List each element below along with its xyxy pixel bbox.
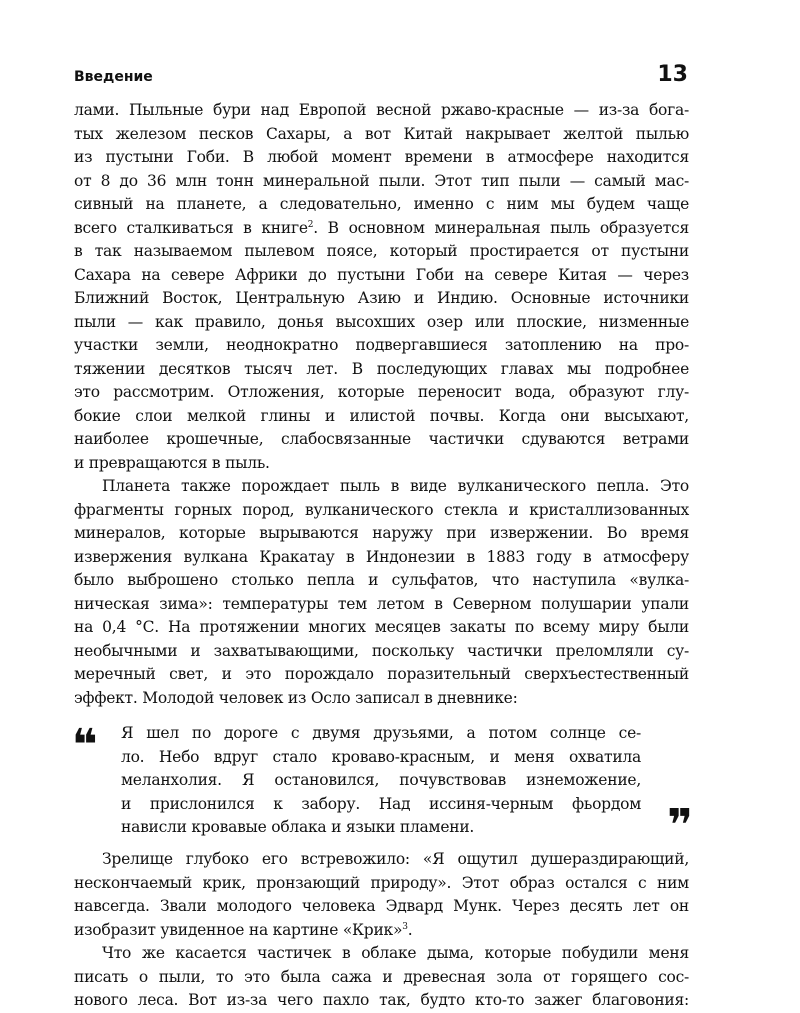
text-line: участки земли, неоднократно подвергавшиеся затоплению на про- (74, 336, 689, 354)
quote-line: ло. Небо вдруг стало кроваво-красным, и меня охватила (121, 747, 641, 766)
text-line: фрагменты горных пород, вулканического стекла и кристаллизованных (74, 500, 689, 519)
text-line: наиболее крошечные, слабосвязанные частички сдуваются ветрами (74, 430, 689, 448)
line-text: . (407, 920, 413, 939)
line-text: изобразит увиденное на картине «Крик» (74, 920, 403, 939)
text-line: пыли — как правило, донья высохших озер или плоские, низменные (74, 312, 689, 331)
quote-line: нависли кровавые облака и языки пламени. (121, 818, 475, 836)
text-line: было выброшено столько пепла и сульфатов, что наступила «вулка- (74, 571, 689, 589)
text-line: на 0,4 °С. На протяжении многих месяцев закаты по всему миру были (74, 618, 689, 636)
text-line: извержения вулкана Кракатау в Индонезии в 1883 году в атмосферу (74, 547, 689, 566)
quote-text (121, 722, 641, 840)
block-quote (72, 720, 693, 851)
text-line: и превращаются в пыль. (74, 453, 270, 472)
text-line: тяжении десятков тысяч лет. В последующих главах мы подробнее (74, 359, 689, 378)
paragraph (74, 475, 689, 710)
text-line: минералов, которые вырываются наружу при извержении. Во время (74, 524, 689, 542)
footnote-ref: 2 (307, 219, 314, 230)
text-line: Ближний Восток, Центральную Азию и Индию. Основные источники (74, 289, 689, 307)
text-line: бокие слои мелкой глины и илистой почвы. Когда они высыхают, (74, 406, 689, 425)
text-line: лами. Пыльные бури над Европой весной ржаво-красные — из-за бога- (74, 101, 689, 119)
page-header (74, 62, 688, 96)
text-line: ническая зима»: температуры тем летом в Северном полушарии упали (74, 594, 689, 613)
paragraph (74, 942, 689, 1013)
text-line: из пустыни Гоби. В любой момент времени в атмосфере находится (74, 148, 689, 166)
text-line: Сахара на севере Африки до пустыни Гоби на севере Китая — через (74, 265, 689, 284)
text-line: Планета также порождает пыль в виде вулканического пепла. Это (102, 477, 689, 495)
text-line: это рассмотрим. Отложения, которые переносит вода, образуют глу- (74, 383, 689, 401)
close-quote-icon: ❞ (667, 800, 693, 851)
text-line: сивный на планете, а следовательно, именно с ним мы будем чаще (74, 195, 689, 213)
quote-line: меланхолия. Я остановился, почувствовав изнеможение, (121, 771, 641, 789)
quote-line: Я шел по дороге с двумя друзьями, а потом солнце се- (121, 724, 641, 742)
body-text (72, 99, 693, 1013)
paragraph (74, 848, 689, 942)
running-head: Введение (74, 69, 153, 85)
footnote-ref: 3 (402, 921, 408, 932)
page-number: 13 (657, 62, 688, 87)
text-line (74, 919, 689, 943)
line-text: . В основном минеральная пыль образуется (313, 218, 689, 237)
open-quote-icon: ❝ (72, 720, 98, 771)
text-line: писать о пыли, то это была сажа и древесная зола от горящего сос- (74, 967, 689, 986)
text-line (74, 217, 689, 241)
text-line: нескончаемый крик, пронзающий природу». Этот образ остался с ним (74, 873, 689, 892)
line-text: всего сталкиваться в книге (74, 218, 308, 237)
text-line: нового леса. Вот из-за чего пахло так, будто кто-то зажег благовония: (74, 991, 689, 1009)
text-line: необычными и захватывающими, поскольку частички преломляли су- (74, 641, 689, 660)
paragraph (74, 99, 689, 475)
text-line: в так называемом пылевом поясе, который простирается от пустыни (74, 242, 689, 260)
text-line: эффект. Молодой человек из Осло записал в дневнике: (74, 688, 518, 707)
text-line: тых железом песков Сахары, а вот Китай накрывает желтой пылью (74, 124, 689, 143)
text-line: меречный свет, и это порождало поразительный сверхъестественный (74, 665, 689, 683)
text-line: навсегда. Звали молодого человека Эдвард Мунк. Через десять лет он (74, 897, 689, 915)
quote-line: и прислонился к забору. Над иссиня-черным фьордом (121, 794, 641, 813)
text-line: Зрелище глубоко его встревожило: «Я ощутил душераздирающий, (102, 850, 689, 868)
text-line: от 8 до 36 млн тонн минеральной пыли. Этот тип пыли — самый мас- (74, 171, 689, 190)
text-line: Что же касается частичек в облаке дыма, которые побудили меня (102, 944, 689, 962)
